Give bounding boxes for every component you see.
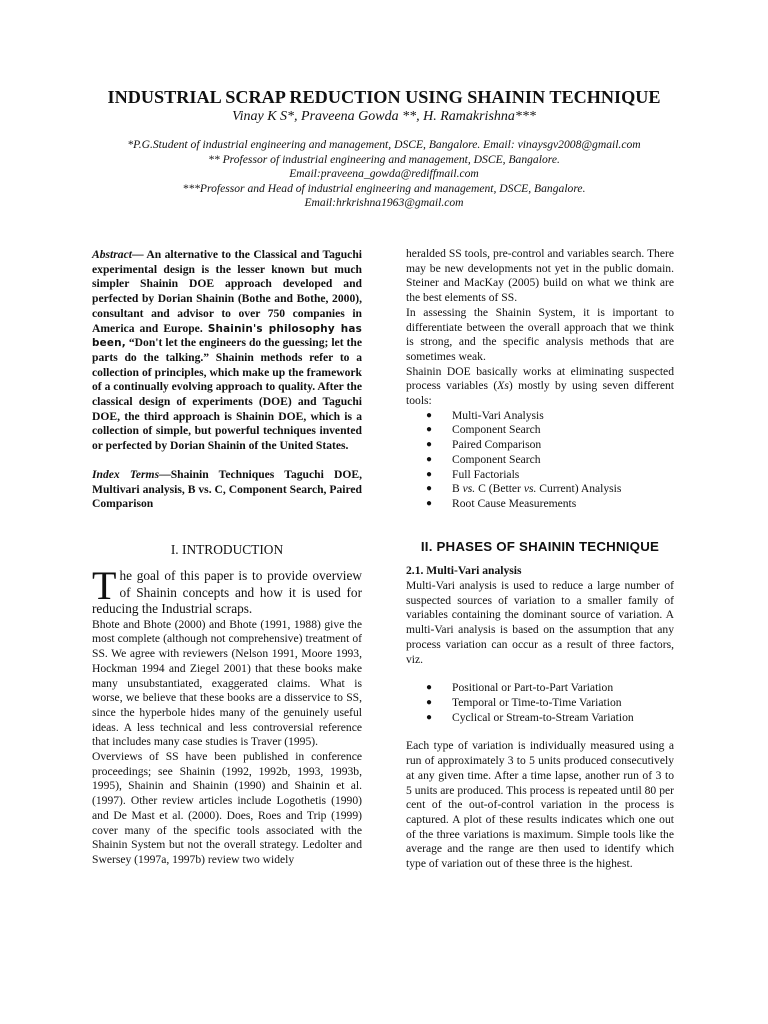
- list-item: [406, 409, 674, 424]
- bullet-icon: ●: [426, 424, 433, 436]
- list-item-text: Current) Analysis: [536, 482, 622, 496]
- list-item-text: vs.: [523, 482, 537, 496]
- paper-title: INDUSTRIAL SCRAP REDUCTION USING SHAININ TECHNIQUE: [107, 87, 661, 107]
- intro-paragraph: Overviews of SS have been published in conference proceedings; see Shainin (1992, 1992b, 1993, 1993b, 1995), Shainin and Shainin (1990) and Shainin et al. (1997). Other review articles include Logothetis (1990) and De Mast et al. (2000). Does, Roes and Trip (1999) cover many of the specific tools associated with the Shainin System but not the overall strategy. Ledolter and Swersey (1997a, 1997b) review two widely: [92, 750, 362, 866]
- body-paragraph: [406, 365, 674, 409]
- drop-cap: T: [92, 562, 117, 608]
- list-item-text: Root Cause Measurements: [452, 496, 577, 510]
- list-item-text: vs.: [462, 482, 476, 496]
- list-item: [406, 711, 674, 726]
- subsection-heading: 2.1. Multi-Vari analysis: [406, 564, 522, 578]
- list-item-text: C (Better: [475, 482, 524, 496]
- list-item-text: B: [452, 482, 463, 496]
- bullet-icon: ●: [426, 453, 433, 465]
- list-item-text: Cyclical or Stream-to-Stream Variation: [452, 710, 634, 724]
- index-terms-text: —Shainin Techniques Taguchi DOE, Multivari analysis, B vs. C, Component Search, Paired Comparison: [92, 467, 363, 511]
- section-heading-introduction: I. INTRODUCTION: [170, 541, 284, 557]
- affiliation-line: Email:hrkrishna1963@gmail.com: [304, 196, 464, 210]
- list-item: [406, 482, 674, 497]
- bullet-icon: ●: [426, 711, 433, 723]
- body-paragraph: Multi-Vari analysis is used to reduce a large number of suspected sources of variation to a smaller family of variables containing the dominant source of variation. A multi-Vari analysis is based on the assumption that any process variation can occur as a result of three factors, viz.: [406, 579, 674, 666]
- author-list: Vinay K S*, Praveena Gowda **, H. Ramakrishna***: [232, 109, 536, 124]
- index-terms: [92, 468, 362, 512]
- abstract: [92, 248, 362, 454]
- list-item-text: Component Search: [452, 452, 541, 466]
- list-item-text: Paired Comparison: [452, 438, 542, 452]
- intro-first-paragraph: [92, 562, 362, 618]
- bullet-icon: ●: [426, 682, 433, 694]
- body-paragraph: Each type of variation is individually measured using a run of approximately 3 to 5 units produced consecutively at any given time. After a time lapse, another run of 3 to 5 units are produced. This process is repeated until 80 per cent of the out-of-control variation in the process is captured. A plot of these results indicates which one out of the three variations is maximum. Simple tools like the average and the range are then used to identify which type of variation out of these three is the highest.: [406, 739, 674, 871]
- intro-paragraph: Bhote and Bhote (2000) and Bhote (1991, 1988) give the most complete (although not comprehensive) treatment of SS. We agree with reviewers (Nelson 1991, Moore 1993, Hockman 1994 and Ziegel 2001) that these books make many unsubstantiated, exaggerated claims. What is worse, we believe that these books are a disservice to SS, since the hyperbole hides many of the genuinely useful ideas. A less technical and less controversial reference that includes many case studies is Traver (1995).: [92, 617, 362, 749]
- bullet-icon: ●: [426, 696, 433, 708]
- tools-list: [406, 409, 674, 512]
- affiliation-line: ***Professor and Head of industrial engineering and management, DSCE, Bangalore.: [182, 181, 586, 195]
- body-text: ) mostly by using seven different tools:: [406, 379, 674, 408]
- spacer: [406, 725, 674, 739]
- bullet-icon: ●: [426, 483, 433, 495]
- list-item: [406, 438, 674, 453]
- bullet-icon: ●: [426, 439, 433, 451]
- list-item-text: Component Search: [452, 423, 541, 437]
- paper-header: [0, 86, 768, 211]
- body-paragraph: In assessing the Shainin System, it is important to differentiate between the overall approach that we think is strong, and the specific analysis methods that are sometimes weak.: [406, 305, 674, 363]
- affiliation-line: ** Professor of industrial engineering and management, DSCE, Bangalore.: [208, 152, 560, 166]
- affiliations: [0, 138, 768, 211]
- abstract-text-cont: “Don't let the engineers do the guessing; let the parts do the talking.” Shainin methods refer to a collection of principles, which make up the framework of a continually evolving approach to quality. After the classical design of experiments (DOE) and Taguchi DOE, the third approach is Shainin DOE, which is a collection of simple, but powerful techniques invented or perfected by Dorian Shainin of the United States.: [92, 336, 362, 453]
- list-item-text: Multi-Vari Analysis: [452, 408, 544, 422]
- body-paragraph: heralded SS tools, pre-control and variables search. There may be new developments not yet in the public domain. Steiner and MacKay (2005) build on what we think are the best elements of SS.: [406, 247, 674, 305]
- list-item: [406, 468, 674, 483]
- bullet-icon: ●: [426, 468, 433, 480]
- variations-list: [406, 681, 674, 725]
- xs-symbol: Xs: [497, 379, 509, 393]
- abstract-highlight: Shainin's philosophy has been,: [92, 322, 362, 350]
- list-item: [406, 423, 674, 438]
- list-item-text: Temporal or Time-to-Time Variation: [452, 695, 622, 709]
- list-item: [406, 696, 674, 711]
- list-item: [406, 453, 674, 468]
- index-terms-label: Index Terms: [92, 467, 160, 481]
- abstract-dash: —: [131, 248, 147, 261]
- abstract-text: An alternative to the Classical and Taguchi experimental design is the lesser known but much simpler Shainin DOE approach developed and perfected by Dorian Shainin (Bothe and Bothe, 2000), consultant and advisor to over 750 companies in America and Europe.: [92, 248, 362, 335]
- body-text: Shainin DOE basically works at eliminating suspected process variables (: [406, 364, 674, 393]
- section-heading-phases: II. PHASES OF SHAININ TECHNIQUE: [420, 538, 660, 554]
- list-item-text: Full Factorials: [452, 467, 520, 481]
- right-column: [406, 247, 674, 872]
- abstract-label: Abstract: [92, 248, 132, 261]
- affiliation-line: Email:praveena_gowda@rediffmail.com: [289, 167, 479, 181]
- left-column: [92, 248, 362, 868]
- spacer: [406, 667, 674, 681]
- list-item: [406, 497, 674, 512]
- list-item: [406, 681, 674, 696]
- list-item-text: Positional or Part-to-Part Variation: [452, 681, 614, 695]
- bullet-icon: ●: [426, 497, 433, 509]
- intro-first-text: he goal of this paper is to provide overview of Shainin concepts and how it is used for reducing the Industrial scraps.: [92, 567, 362, 617]
- affiliation-line: *P.G.Student of industrial engineering and management, DSCE, Bangalore. Email: vinaysgv2008@gmail.com: [127, 138, 641, 151]
- bullet-icon: ●: [426, 409, 433, 421]
